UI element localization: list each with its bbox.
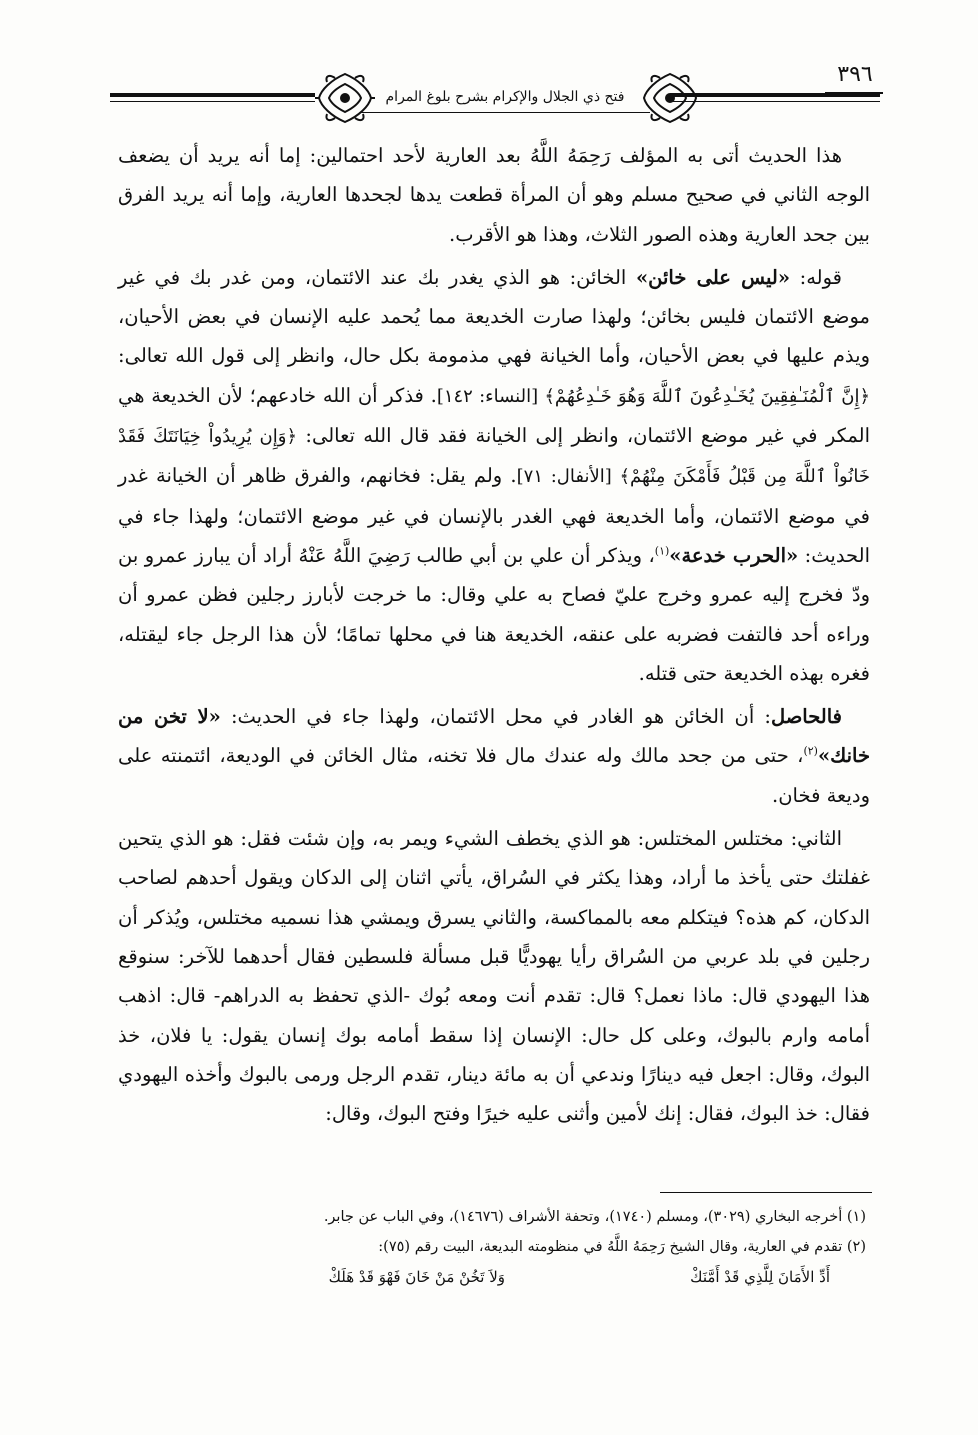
- page-number-underline: [825, 92, 883, 94]
- footnote-ref-2[interactable]: (٢): [803, 744, 818, 758]
- p3-text-2: ، حتى من جحد مالك وله عندك مال فلا تخنه، مثال الخائن في الوديعة، ائتمنته على وديعة فخان.: [118, 744, 870, 807]
- footnote-ref-1[interactable]: (١): [654, 544, 670, 558]
- hadith-phrase-not-on-traitor: «ليس على خائن»: [635, 265, 791, 289]
- header-rule-right-thin: [670, 101, 880, 102]
- verse-first-hemistich: أَدِّ الأَمَانَ لِلَّذِي قَدْ أَمَّنَكْ: [690, 1268, 830, 1286]
- quran-verse-anfal: ﴿وَإِن يُرِيدُواْ خِيَانَتَكَ فَقَدْ خَانُواْ ٱللَّهَ مِن قَبْلُ فَأَمْكَنَ مِنْهُمْ﴾ [الأنفال: ٧١]: [118, 426, 870, 488]
- header-rule-left-thin: [110, 101, 315, 102]
- page-header: [110, 56, 880, 126]
- page-number: ٣٩٦: [837, 62, 873, 87]
- poem-verse: [270, 1268, 830, 1298]
- quran-verse-nisa: ﴿إِنَّ ٱلْمُنَـٰفِقِينَ يُخَـٰدِعُونَ ٱللَّهَ وَهُوَ خَـٰدِعُهُمْ﴾ [النساء: ١٤٢]: [436, 385, 870, 407]
- p2-intro: قوله:: [790, 265, 843, 289]
- footnote-2: (٢) تقدم في العارية، وقال الشيخ رَحِمَهُ اللَّهُ في منظومته البديعة، البيت رقم (٧٥):: [378, 1239, 866, 1255]
- hadith-do-not-betray: «لا تخن من خانك»: [118, 705, 870, 768]
- hadith-war-is-deception: «الحرب خدعة»: [669, 543, 799, 567]
- ornament-right-icon: [640, 70, 700, 126]
- footnote-1: (١) أخرجه البخاري (٣٠٢٩)، ومسلم (١٧٤٠)، وتحفة الأشراف (١٤٦٧٦)، وفي الباب عن جابر.: [323, 1209, 866, 1225]
- paragraph-4: الثاني: مختلس المختلس: هو الذي يخطف الشيء ويمر به، وإن شئت فقل: هو الذي يتحين غفلتك حتى يأخذ ما أراد، وهذا يكثر في السُراق، يأتي اثنان إلى الدكان ويقول أحدهم لصاحب الدكان، كم هذه؟ فيتكلم معه بالمماكسة، والثاني يسرق ويمشي هذا نسميه مختلس، ويُذكر أن رجلين في بلد عربي من السُراق رأيا يهوديًّا قبل مسألة فلسطين فقال أحدهما للآخر: سنوقع هذا اليهودي قال: ماذا نعمل؟ قال: تقدم أنت ومعه بُوك -الذي تحفظ به الدراهم- قال: اذهب أمامه وارم بالبوك، وعلى كل حال: الإنسان إذا سقط أمامه بوك إنسان يقول: يا فلان، خذ البوك، وقال: اجعل فيه دينارًا وندعي أن به مائة دينار، تقدم الرجل ورمى بالبوك وأخذه اليهودي فقال: خذ البوك، فقال: إنك لأمين وأثنى عليه خيرًا وفتح البوك، وقال:: [118, 827, 870, 1126]
- p2-text-2: . فذكر أن الله خادعهم؛ لأن الخديعة هي المكر في غير موضع الائتمان، وانظر إلى الخيانة فقد قال الله تعالى:: [118, 383, 870, 448]
- p3-text-1: : أن الخائن هو الغادر في محل الائتمان، ولهذا جاء في الحديث:: [220, 705, 771, 729]
- paragraph-2: [118, 258, 870, 693]
- verse-second-hemistich: وَلاَ تَخُنْ مَنْ خَانَ فَهْوَ قَدْ هَلَكْ: [328, 1268, 505, 1286]
- header-rule-left: [110, 93, 315, 97]
- book-title: فتح ذي الجلال والإكرام بشرح بلوغ المرام: [385, 89, 625, 105]
- footnotes: [118, 1202, 870, 1262]
- p2-text-3: . ولم يقل: فخانهم، والفرق ظاهر أن الخيانة غدر في موضع الائتمان، وأما الخديعة فهي الغدر بالإنسان في غير موضع الائتمان؛ ولهذا جاء في الحديث:: [118, 464, 870, 567]
- ornament-left-icon: [315, 70, 375, 126]
- p2-text-1: الخائن: هو الذي يغدر بك عند الائتمان، ومن غدر بك في غير موضع الائتمان فليس بخائن؛ ولهذا صارت الخديعة مما يُحمد عليه الإنسان في بعض الأحيان، ويذم عليها في بعض الأحيان، وأما الخيانة فهي مذمومة بكل حال، وانظر إلى قول الله تعالى:: [118, 265, 870, 368]
- main-text: [118, 136, 870, 1133]
- paragraph-1: هذا الحديث أتى به المؤلف رَحِمَهُ اللَّهُ بعد العارية لأحد احتمالين: إما أنه يريد أن يضعف الوجه الثاني في صحيح مسلم وهو أن المرأة قطعت يدها لجحدها العارية، وإما أنه يريد الفرق بين جحد العارية وهذه الصور الثلاث، وهذا هو الأقرب.: [118, 144, 870, 246]
- paragraph-3: [118, 697, 870, 815]
- footnote-separator: [660, 1192, 872, 1193]
- conclusion-label: فالحاصل: [770, 705, 842, 729]
- title-underline: [360, 112, 650, 113]
- p2-text-4: ، ويذكر أن علي بن أبي طالب رَضِيَ اللَّهُ عَنْهُ أراد أن يبارز عمرو بن ودّ فخرج إليه عمرو وخرج عليّ فصاح به علي وقال: ما خرجت لأبارز رجلين فظن عمرو أن وراءه أحد فالتفت فضربه على عنقه، الخديعة هنا في محلها تمامًا؛ لأن هذا الرجل جاء ليقتله، فغره بهذه الخديعة حتى قتله.: [118, 543, 870, 685]
